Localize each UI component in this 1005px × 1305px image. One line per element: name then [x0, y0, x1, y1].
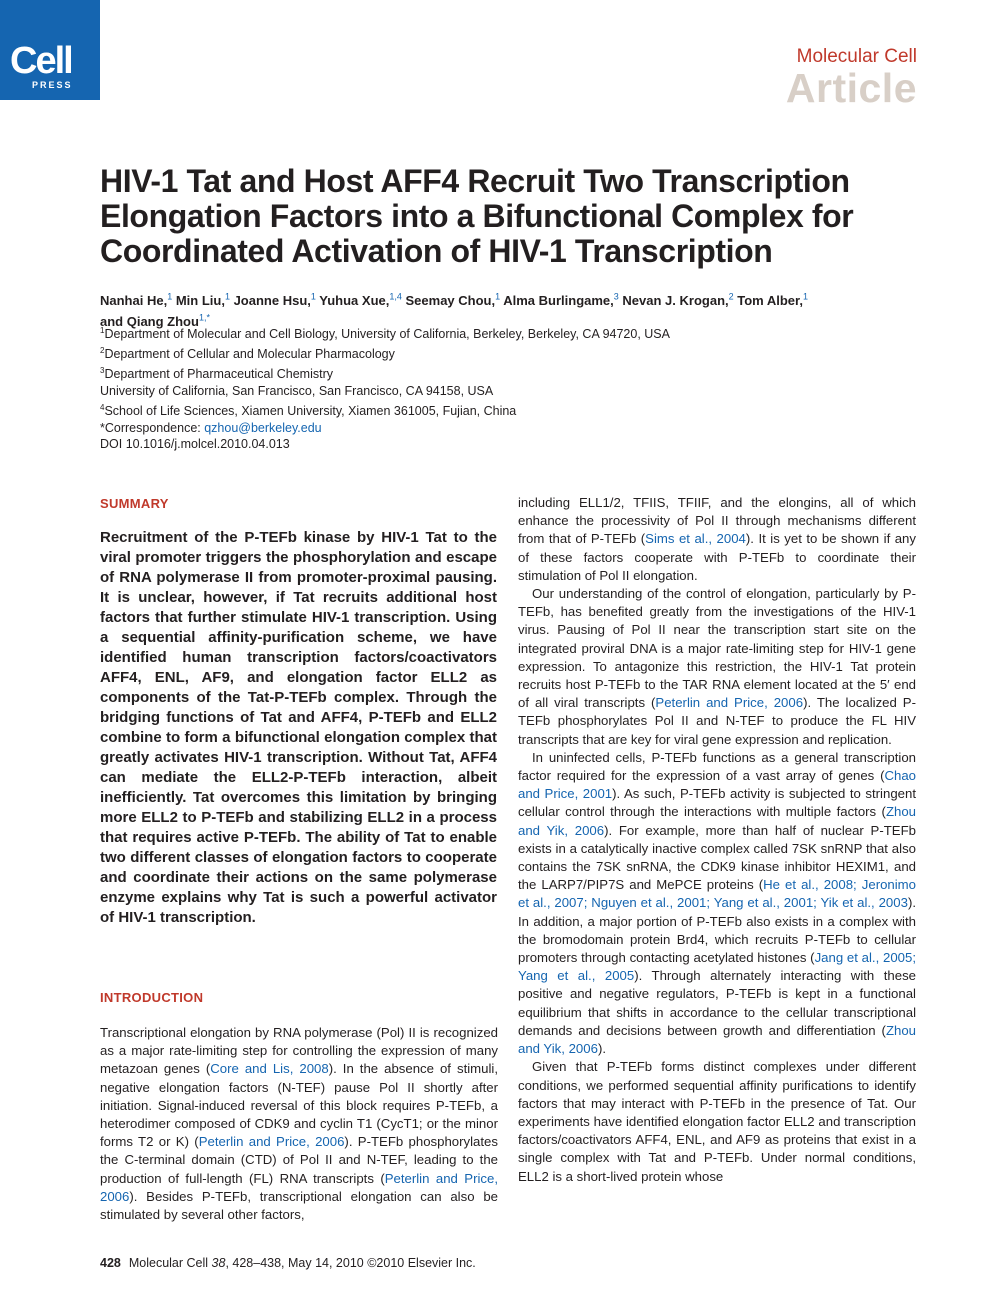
logo-main: Cell: [10, 40, 72, 82]
logo-sub: PRESS: [32, 80, 73, 90]
citation-link[interactable]: Peterlin and Price, 2006: [655, 695, 804, 711]
author: Joanne Hsu,$^1$: [233, 292, 316, 309]
citation-link[interactable]: Sims et al., 2004: [645, 531, 746, 547]
citation-link[interactable]: Zhou and Yik, 2006: [518, 1022, 916, 1057]
author: and Qiang Zhou$^{1,*}$: [100, 312, 210, 329]
doi: DOI 10.1016/j.molcel.2010.04.013: [100, 437, 290, 452]
footer-volume: 38: [211, 1256, 226, 1270]
citation-link[interactable]: Jang et al., 2005; Yang et al., 2005: [518, 950, 916, 984]
correspondence: *Correspondence: qzhou@berkeley.edu: [100, 420, 322, 435]
citation-link[interactable]: Zhou and Yik, 2006: [518, 804, 916, 838]
affiliations: [100, 323, 915, 453]
author: Nanhai He,$^1$: [100, 292, 173, 309]
author: Yuhua Xue,$^{1,4}$: [319, 292, 402, 309]
author: Alma Burlingame,$^3$: [503, 292, 619, 309]
paragraph: including ELL1/2, TFIIS, TFIIF, and the elongins, all of which enhance the processivity of Pol II through mechanisms different from that of P-TEFb (Sims et al., 2004). It is yet to be shown if any of these factors cooperate with P-TEFb to coordinate their stimulation of Pol II elongation.: [518, 495, 916, 583]
author: Nevan J. Krogan,$^2$: [622, 292, 734, 309]
paragraph: Transcriptional elongation by RNA polymerase (Pol) II is recognized as a major rate-limiting step for controlling the expression of many metazoan genes (Core and Lis, 2008). In the absence of stimuli, negative elongation factors (N-TEF) pause Pol II shortly after initiation. Signal-induced reversal of this block requires P-TEFb, a heterodimer composed of CDK9 and cyclin T1 (CycT1; or the minor forms T2 or K) (Peterlin and Price, 2006). P-TEFb phosphorylates the C-terminal domain (CTD) of Pol II and N-TEF, leading to the production of full-length (FL) RNA transcripts (Peterlin and Price, 2006). Besides P-TEFb, transcriptional elongation can also be stimulated by several other factors,: [100, 1025, 499, 1223]
paper-title: HIV-1 Tat and Host AFF4 Recruit Two Transcription Elongation Factors into a Bifunctional Complex for Coordinated Activation of HIV-1 Transcription: [100, 163, 854, 269]
citation-link[interactable]: Peterlin and Price, 2006: [100, 1170, 498, 1204]
affiliation-3: $^3$Department of Pharmaceutical Chemistry: [100, 365, 334, 382]
citation-link[interactable]: Chao and Price, 2001: [518, 768, 916, 802]
citation-link[interactable]: He et al., 2008; Jeronimo et al., 2007; Nguyen et al., 2001; Yang et al., 2001; Yik et al., 2003: [518, 877, 917, 911]
affiliation-1: $^1$Department of Molecular and Cell Biology, University of California, Berkeley, Berkeley, CA 94720, USA: [100, 326, 670, 342]
paragraph: Our understanding of the control of elongation, particularly by P-TEFb, has benefited greatly from the investigations of the HIV-1 virus. Pausing of Pol II near the transcription start site on the integrated proviral DNA is a major rate-limiting step for HIV-1 gene expression. To antagonize this restriction, the HIV-1 Tat protein recruits host P-TEFb to the TAR RNA element located at the 5′ end of all viral transcripts (Peterlin and Price, 2006). The localized P-TEFb phosphorylates Pol II and N-TEF to produce the FL HIV transcripts that are key for viral gene expression and replication.: [518, 586, 916, 747]
correspondence-email-link[interactable]: qzhou@berkeley.edu: [204, 420, 322, 435]
paragraph: Given that P-TEFb forms distinct complexes under different conditions, we performed sequential affinity purifications to identify factors that may interact with P-TEFb in the presence of Tat. Our experiments have identified elongation factor ELL2 and transcription factors/coactivators AFF4, ENL, and AF9 as proteins that exist in a single complex with Tat and P-TEFb. Under normal conditions, ELL2 is a short-lived protein whose: [518, 1059, 916, 1184]
citation-link[interactable]: Peterlin and Price, 2006: [198, 1134, 345, 1150]
summary-heading: SUMMARY: [100, 496, 169, 511]
affiliation-2: $^2$Department of Cellular and Molecular Pharmacology: [100, 345, 395, 362]
footer-citation: , 428–438, May 14, 2010 ©2010 Elsevier Inc.: [225, 1256, 476, 1270]
affiliation-3-address: University of California, San Francisco, San Francisco, CA 94158, USA: [100, 383, 494, 398]
author: Min Liu,$^1$: [175, 292, 230, 309]
introduction-left-column: [100, 1024, 498, 1224]
page-number: 428: [100, 1256, 121, 1270]
affiliation-4: $^4$School of Life Sciences, Xiamen University, Xiamen 361005, Fujian, China: [100, 402, 517, 418]
author: Seemay Chou,$^1$: [405, 292, 501, 309]
author: Tom Alber,$^1$: [737, 292, 809, 309]
right-column: [518, 494, 916, 1186]
journal-name: Molecular Cell: [796, 46, 917, 67]
summary-text: Recruitment of the P-TEFb kinase by HIV-1 Tat to the viral promoter triggers the phosphorylation and escape of RNA polymerase II from promoter-proximal pausing. It is unclear, however, if Tat recruits additional host factors that further stimulate HIV-1 transcription. Using a sequential affinity-purification scheme, we have identified human transcription factors/coactivators AFF4, ENL, AF9, and elongation factor ELL2 as components of the Tat-P-TEFb complex. Through the bridging functions of Tat and AFF4, P-TEFb and ELL2 combine to form a bifunctional elongation complex that greatly activates HIV-1 transcription. Without Tat, AFF4 can mediate the ELL2-P-TEFb interaction, albeit inefficiently. Tat overcomes this limitation by bringing more ELL2 to P-TEFb and stabilizing ELL2 in a process that requires active P-TEFb. The ability of Tat to enable two different classes of elongation factors to cooperate and coordinate their actions on the same polymerase enzyme explains why Tat is such a powerful activator of HIV-1 transcription.: [100, 529, 497, 926]
page-footer: [100, 1256, 476, 1270]
introduction-heading: INTRODUCTION: [100, 990, 204, 1005]
citation-link[interactable]: Core and Lis, 2008: [210, 1061, 329, 1077]
cell-press-logo: [0, 0, 100, 100]
paragraph: In uninfected cells, P-TEFb functions as a general transcription factor required for the expression of a vast array of genes (Chao and Price, 2001). As such, P-TEFb activity is subjected to stringent cellular control through the interactions with multiple factors (Zhou and Yik, 2006). For example, more than half of nuclear P-TEFb exists in a catalytically inactive complex called 7SK snRNP that also contains the 7SK snRNA, the CDK9 kinase inhibitor HEXIM1, and the LARP7/PIP7S and MePCE proteins (He et al., 2008; Jeronimo et al., 2007; Nguyen et al., 2001; Yang et al., 2001; Yik et al., 2003). In addition, a major portion of P-TEFb also exists in a complex with the bromodomain protein Brd4, which recruits P-TEFb to cellular promoters through contacting acetylated histones (Jang et al., 2005; Yang et al., 2005). Through alternately interacting with these positive and negative regulators, P-TEFb is kept in a functional equilibrium that shifts in accordance to the cellular transcriptional demands and decisions between growth and differentiation (Zhou and Yik, 2006).: [518, 749, 917, 1057]
article-type: Article: [785, 65, 917, 111]
footer-journal: Molecular Cell: [128, 1256, 212, 1270]
